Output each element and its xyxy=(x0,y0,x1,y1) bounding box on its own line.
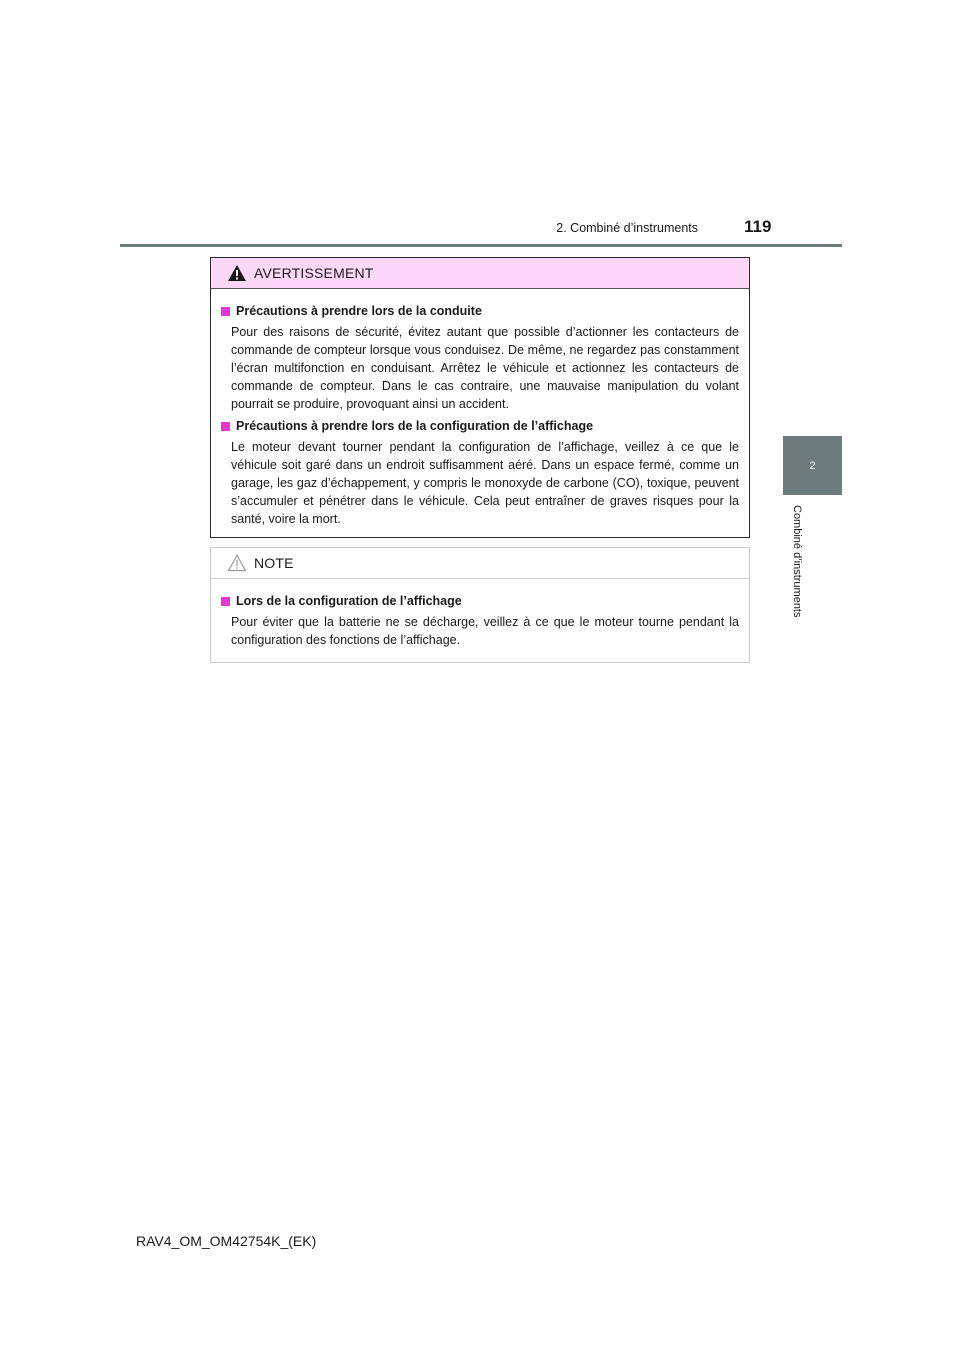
warning-item-text: Pour des raisons de sécurité, évitez autant que possible d’actionner les contacteurs de commande de compteur lorsque vous conduisez. De même, ne regardez pas constamment l’écran multifonction en conduisant. Arrêtez le véhicule et actionnez les contacteurs de commande de compteur. Dans le cas contraire, une mauvaise manipulation du volant pourrait se produire, provoquant ainsi un accident. xyxy=(231,325,739,411)
square-bullet-icon xyxy=(221,422,230,431)
section-title: 2. Combiné d’instruments xyxy=(556,221,698,235)
note-item-heading-text: Lors de la configuration de l’affichage xyxy=(236,594,462,608)
warning-item-heading xyxy=(221,304,739,318)
note-item-heading xyxy=(221,594,739,608)
chapter-tab-number: 2 xyxy=(809,459,816,472)
note-title: NOTE xyxy=(254,555,294,571)
header-rule xyxy=(120,244,842,247)
document-code: RAV4_OM_OM42754K_(EK) xyxy=(136,1233,317,1249)
chapter-tab xyxy=(783,436,842,495)
page-number: 119 xyxy=(744,217,772,236)
chapter-side-label: Combiné d’instruments xyxy=(791,505,803,618)
warning-item-heading xyxy=(221,419,739,433)
warning-header xyxy=(211,258,749,289)
note-body xyxy=(211,579,749,649)
square-bullet-icon xyxy=(221,597,230,606)
warning-triangle-icon xyxy=(227,264,247,282)
note-header xyxy=(211,548,749,579)
warning-box xyxy=(210,257,750,538)
warning-item-heading-text: Précautions à prendre lors de la conduite xyxy=(236,304,482,318)
caution-triangle-outline-icon xyxy=(227,554,247,572)
warning-item-heading-text: Précautions à prendre lors de la configuration de l’affichage xyxy=(236,419,594,433)
warning-item-text: Le moteur devant tourner pendant la configuration de l’affichage, veillez à ce que le véhicule soit garé dans un endroit suffisamment aéré. Dans un espace fermé, comme un garage, les gaz d’échappement, y compris le monoxyde de carbone (CO), toxique, peuvent s’accumuler et pénétrer dans le véhicule. Cela peut entraîner de graves risques pour la santé, voire la mort. xyxy=(231,440,739,526)
square-bullet-icon xyxy=(221,307,230,316)
note-box xyxy=(210,547,750,663)
warning-body xyxy=(211,289,749,528)
warning-title: AVERTISSEMENT xyxy=(254,265,374,281)
note-item-text: Pour éviter que la batterie ne se décharge, veillez à ce que le moteur tourne pendant la configuration des fonctions de l’affichage. xyxy=(231,615,739,647)
